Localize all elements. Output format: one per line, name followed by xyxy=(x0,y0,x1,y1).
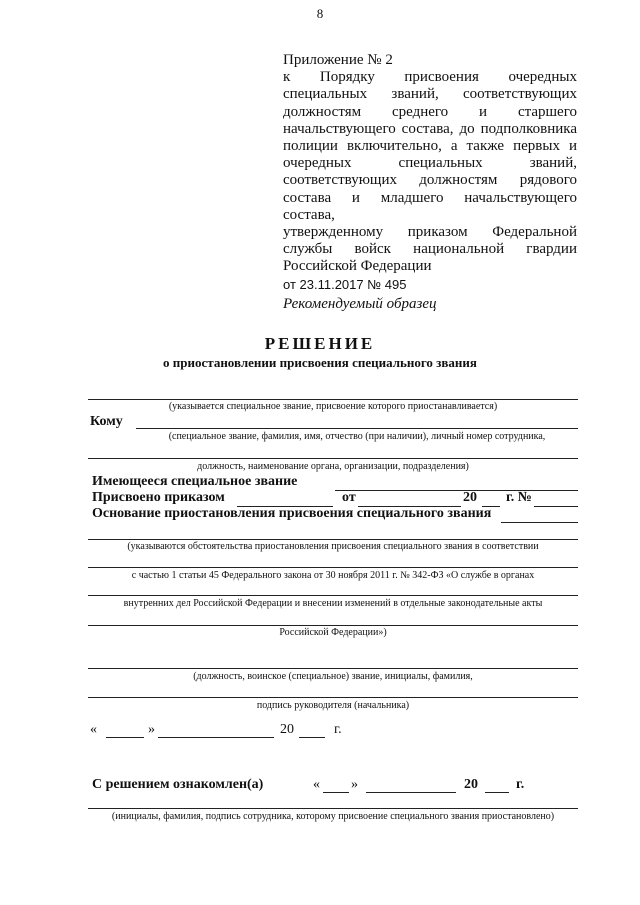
ack-close-quote: » xyxy=(351,777,358,792)
acquainted-label: С решением ознакомлен(а) xyxy=(92,777,264,792)
appendix-line: очередных специальных званий, xyxy=(283,155,577,172)
date-year-line[interactable] xyxy=(299,737,325,738)
appendix-line: соответствующих должностям рядового xyxy=(283,172,577,189)
circumstances-line[interactable] xyxy=(88,539,578,540)
order-year-prefix: 20 xyxy=(463,490,477,505)
caption-circumstances: (указываются обстоятельства приостановления присвоения специального звания в соответствии xyxy=(127,541,539,552)
appendix-line: Российской Федерации xyxy=(283,258,432,275)
law-line-1[interactable] xyxy=(88,567,578,568)
employee-line[interactable] xyxy=(88,808,578,809)
order-number-line[interactable] xyxy=(534,506,578,507)
date-day-line[interactable] xyxy=(106,737,144,738)
appendix-block xyxy=(283,52,577,293)
basis-line[interactable] xyxy=(501,522,578,523)
appendix-line: утвержденному приказом Федеральной xyxy=(283,224,577,241)
law-line-3[interactable] xyxy=(88,625,578,626)
order-number-label: г. № xyxy=(506,490,532,505)
to-line[interactable] xyxy=(136,428,578,429)
order-reference: от 23.11.2017 № 495 xyxy=(283,276,407,292)
ack-year-line[interactable] xyxy=(485,792,509,793)
law-line-2[interactable] xyxy=(88,595,578,596)
caption-official: (должность, воинское (специальное) звание, инициалы, фамилия, xyxy=(193,671,473,682)
to-label: Кому xyxy=(90,414,123,429)
caption-rank: (указывается специальное звание, присвоение которого приостанавливается) xyxy=(168,401,498,412)
ack-year-suffix: г. xyxy=(516,777,525,792)
appendix-line: начальствующего состава, до подполковника xyxy=(283,120,577,137)
caption-law-2: внутренних дел Российской Федерации и внесении изменений в отдельные законодательные акты xyxy=(123,598,543,609)
appendix-line: состава и младшего начальствующего состава, xyxy=(283,189,577,223)
appendix-line: полиции включительно, а также первых и xyxy=(283,138,577,155)
caption-signature: подпись руководителя (начальника) xyxy=(256,700,410,711)
date-year-suffix: г. xyxy=(334,722,342,737)
rank-line[interactable] xyxy=(88,399,578,400)
caption-person: (специальное звание, фамилия, имя, отчество (при наличии), личный номер сотрудника, xyxy=(168,431,546,442)
sample-label: Рекомендуемый образец xyxy=(283,296,437,312)
position-line[interactable] xyxy=(88,458,578,459)
ack-month-line[interactable] xyxy=(366,792,456,793)
assigned-by-order-label: Присвоено приказом xyxy=(92,490,225,505)
date-open-quote: « xyxy=(90,722,97,737)
date-close-quote: » xyxy=(148,722,155,737)
current-rank-line[interactable] xyxy=(335,490,578,491)
basis-label: Основание приостановления присвоения специального звания xyxy=(92,506,492,521)
from-label: от xyxy=(342,490,356,505)
date-year-prefix: 20 xyxy=(280,722,294,737)
ack-year-prefix: 20 xyxy=(464,777,478,792)
official-line[interactable] xyxy=(88,668,578,669)
caption-law-3: Российской Федерации») xyxy=(279,627,387,638)
appendix-line: должностям среднего и старшего xyxy=(283,103,577,120)
appendix-line: специальных званий, соответствующих xyxy=(283,86,577,103)
caption-position: должность, наименование органа, организации, подразделения) xyxy=(197,461,469,472)
caption-employee: (инициалы, фамилия, подпись сотрудника, которому присвоение специального звания приостановлено) xyxy=(111,811,555,822)
signature-line[interactable] xyxy=(88,697,578,698)
document-title: РЕШЕНИЕ xyxy=(264,334,376,353)
page-number: 8 xyxy=(316,6,324,21)
appendix-line: Приложение № 2 xyxy=(283,52,393,68)
ack-open-quote: « xyxy=(313,777,320,792)
date-month-line[interactable] xyxy=(158,737,274,738)
ack-day-line[interactable] xyxy=(323,792,349,793)
current-rank-label: Имеющееся специальное звание xyxy=(92,474,298,489)
document-subtitle: о приостановлении присвоения специального звания xyxy=(163,355,477,370)
appendix-line: к Порядку присвоения очередных xyxy=(283,69,577,86)
caption-law-1: с частью 1 статьи 45 Федерального закона от 30 ноября 2011 г. № 342-ФЗ «О службе в органах xyxy=(131,570,535,581)
appendix-line: службы войск национальной гвардии xyxy=(283,241,577,258)
